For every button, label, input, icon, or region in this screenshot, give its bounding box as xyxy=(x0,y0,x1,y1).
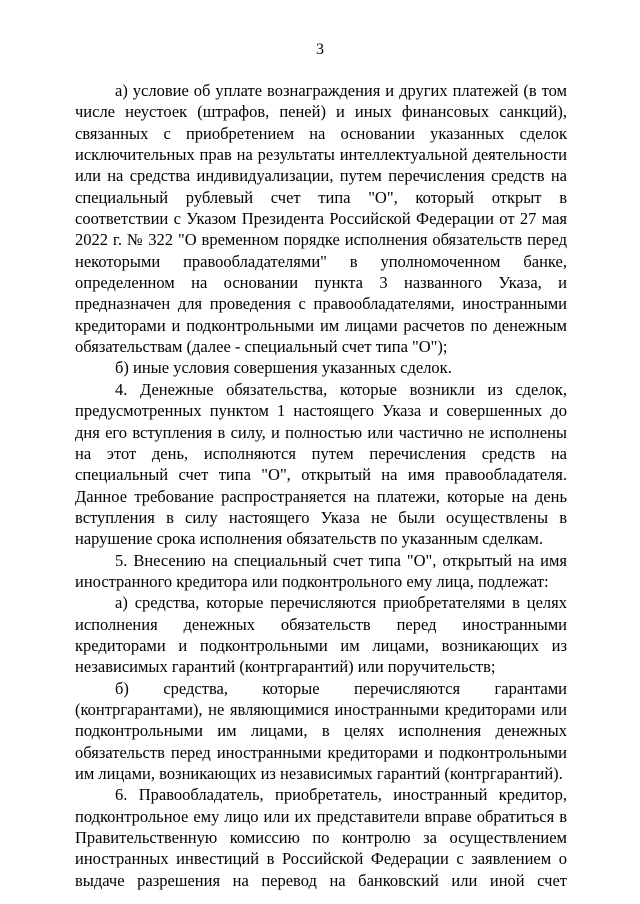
paragraph-4: 4. Денежные обязательства, которые возникли из сделок, предусмотренных пунктом 1 настоящего Указа и совершенных до дня его вступления в силу, и полностью или частично не исполнены на этот день, исполняются путем перечисления средств на специальный счет типа "О", открытый на имя правообладателя. Данное требование распространяется на платежи, которые на день вступления в силу настоящего Указа не были осуществлены в нарушение срока исполнения обязательств по указанным сделкам. xyxy=(75,379,567,549)
document-body xyxy=(75,80,567,891)
paragraph-6: 6. Правообладатель, приобретатель, иностранный кредитор, подконтрольное ему лицо или их представители вправе обратиться в Правительственную комиссию по контролю за осуществлением иностранных инвестиций в Российской Федерации с заявлением о выдаче разрешения на перевод на банковский или иной счет xyxy=(75,785,567,890)
paragraph-5b: б) средства, которые перечисляются гарантами (контргарантами), не являющимися иностранными кредиторами или подконтрольными им лицами, в целях исполнения денежных обязательств перед иностранными кредиторами и подконтрольными им лицами, возникающих из независимых гарантий (контргарантий). xyxy=(75,678,567,783)
paragraph-5: 5. Внесению на специальный счет типа "О", открытый на имя иностранного кредитора или подконтрольного ему лица, подлежат: xyxy=(75,550,567,591)
paragraph-5a: а) средства, которые перечисляются приобретателями в целях исполнения денежных обязательств перед иностранными кредиторами и подконтрольными им лицами, возникающих из независимых гарантий (контргарантий) или поручительств; xyxy=(75,593,567,677)
paragraph-3a: а) условие об уплате вознаграждения и других платежей (в том числе неустоек (штрафов, пеней) и иных финансовых санкций), связанных с приобретением на основании указанных сделок исключительных прав на результаты интеллектуальной деятельности или на средства индивидуализации, путем перечисления средств на специальный рублевый счет типа "О", который открыт в соответствии с Указом Президента Российской Федерации от 27 мая 2022 г. № 322 "О временном порядке исполнения обязательств перед некоторыми правообладателями" в уполномоченном банке, определенном на основании пункта 3 названного Указа, и предназначен для проведения с правообладателями, иностранными кредиторами и подконтрольными им лицами расчетов по денежным обязательствам (далее - специальный счет типа "О"); xyxy=(75,81,567,357)
page-number: 3 xyxy=(316,41,324,58)
paragraph-3b: б) иные условия совершения указанных сделок. xyxy=(115,358,452,378)
